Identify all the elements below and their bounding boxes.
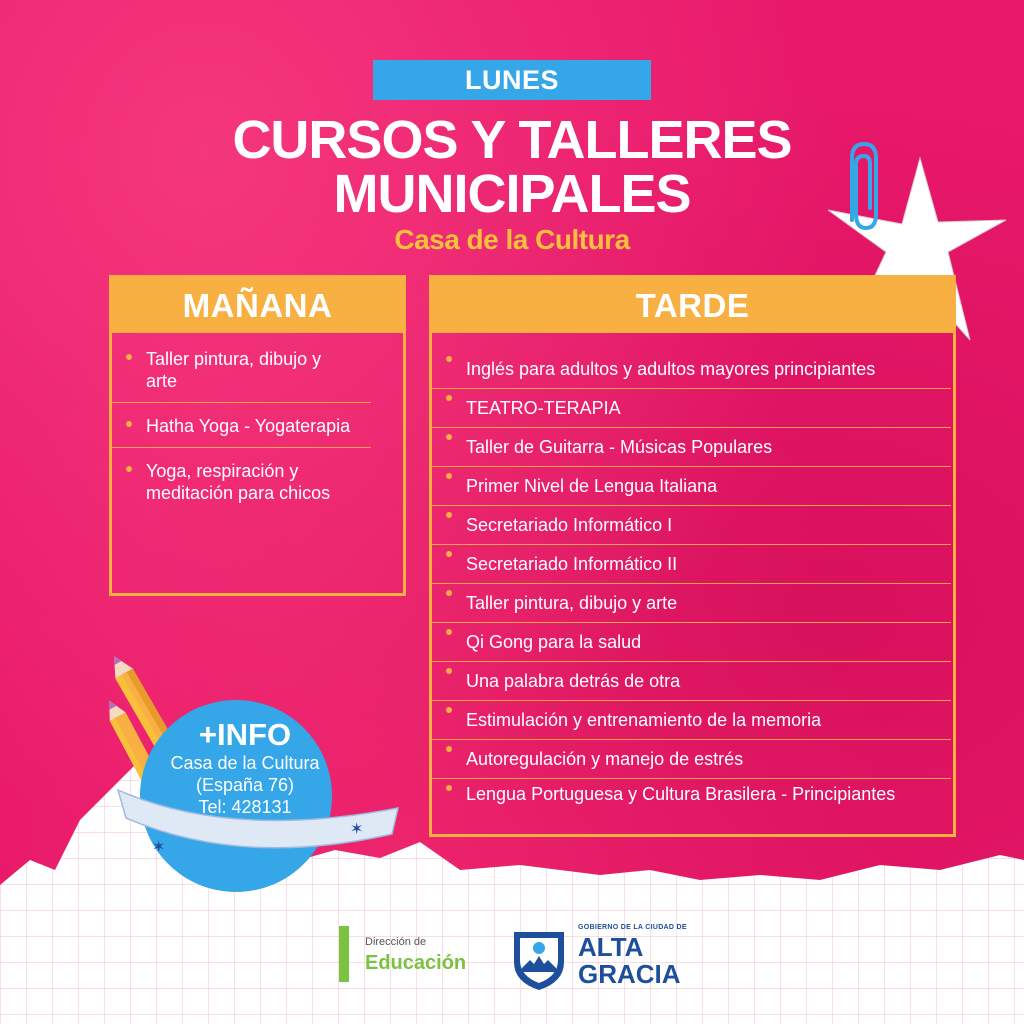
bullet-icon bbox=[446, 434, 452, 440]
bullet-icon bbox=[446, 590, 452, 596]
list-item bbox=[112, 415, 371, 448]
bullet-icon bbox=[446, 785, 452, 791]
bullet-icon bbox=[446, 473, 452, 479]
alta-gracia-logo-text bbox=[578, 934, 681, 988]
list-item bbox=[432, 350, 951, 389]
list-item-label: Taller pintura, dibujo y arte bbox=[466, 593, 678, 613]
info-address-street: (España 76) bbox=[195, 775, 295, 795]
educacion-logo-text: Educación bbox=[365, 952, 467, 974]
educacion-logo-small-text: Dirección de bbox=[365, 936, 427, 948]
list-item-label: Secretariado Informático I bbox=[466, 515, 673, 535]
list-item bbox=[432, 662, 951, 701]
city-shield-icon bbox=[510, 926, 568, 992]
afternoon-heading: TARDE bbox=[432, 278, 953, 333]
list-item-label: Secretariado Informático II bbox=[466, 554, 678, 574]
list-item bbox=[432, 506, 951, 545]
alta-gracia-line2: GRACIA bbox=[578, 959, 681, 989]
list-item bbox=[432, 740, 951, 779]
info-block bbox=[150, 718, 340, 818]
afternoon-panel bbox=[429, 275, 956, 837]
list-item-label: Hatha Yoga - Yogaterapia bbox=[146, 416, 351, 436]
educacion-logo-bar bbox=[339, 926, 349, 982]
list-item bbox=[112, 348, 371, 403]
list-item-label: Yoga, respiración y meditación para chicos bbox=[146, 461, 331, 503]
page-title-line1: CURSOS Y TALLERES bbox=[232, 110, 792, 170]
bullet-icon bbox=[126, 466, 132, 472]
list-item bbox=[432, 545, 951, 584]
list-item-label: Autoregulación y manejo de estrés bbox=[466, 749, 744, 769]
bullet-icon bbox=[446, 512, 452, 518]
bullet-icon bbox=[446, 746, 452, 752]
svg-text:✶: ✶ bbox=[350, 819, 364, 838]
list-item bbox=[432, 584, 951, 623]
list-item-label: Una palabra detrás de otra bbox=[466, 671, 681, 691]
bullet-icon bbox=[126, 421, 132, 427]
list-item-label: Qi Gong para la salud bbox=[466, 632, 642, 652]
list-item-label: Taller de Guitarra - Músicas Populares bbox=[466, 437, 773, 457]
bullet-icon bbox=[446, 707, 452, 713]
morning-panel bbox=[109, 275, 406, 596]
list-item bbox=[432, 389, 951, 428]
info-phone: Tel: 428131 bbox=[198, 797, 292, 817]
list-item bbox=[432, 467, 951, 506]
list-item-label: TEATRO-TERAPIA bbox=[466, 398, 621, 418]
bullet-icon bbox=[446, 356, 452, 362]
list-item bbox=[432, 779, 951, 829]
page-title-line2: MUNICIPALES bbox=[333, 164, 691, 224]
list-item bbox=[432, 701, 951, 740]
list-item-label: Inglés para adultos y adultos mayores principiantes bbox=[466, 359, 876, 379]
morning-heading: MAÑANA bbox=[112, 278, 403, 333]
afternoon-list bbox=[432, 350, 953, 829]
list-item bbox=[432, 623, 951, 662]
info-title: +INFO bbox=[198, 717, 292, 752]
info-address-name: Casa de la Cultura bbox=[170, 753, 320, 773]
bullet-icon bbox=[446, 668, 452, 674]
morning-list bbox=[112, 348, 403, 526]
list-item bbox=[112, 460, 371, 514]
page-subtitle: Casa de la Cultura bbox=[394, 224, 630, 255]
list-item bbox=[432, 428, 951, 467]
day-badge: LUNES bbox=[373, 60, 651, 100]
svg-text:✶: ✶ bbox=[152, 837, 166, 856]
bullet-icon bbox=[446, 551, 452, 557]
alta-gracia-line1: ALTA bbox=[578, 932, 644, 962]
bullet-icon bbox=[446, 629, 452, 635]
bullet-icon bbox=[446, 395, 452, 401]
alta-gracia-logo-small-text: GOBIERNO DE LA CIUDAD DE bbox=[578, 924, 687, 931]
list-item-label: Estimulación y entrenamiento de la memoria bbox=[466, 710, 822, 730]
bullet-icon bbox=[126, 354, 132, 360]
list-item-label: Lengua Portuguesa y Cultura Brasilera - Principiantes bbox=[466, 784, 896, 804]
list-item-label: Primer Nivel de Lengua Italiana bbox=[466, 476, 718, 496]
list-item-label: Taller pintura, dibujo y arte bbox=[146, 349, 322, 391]
